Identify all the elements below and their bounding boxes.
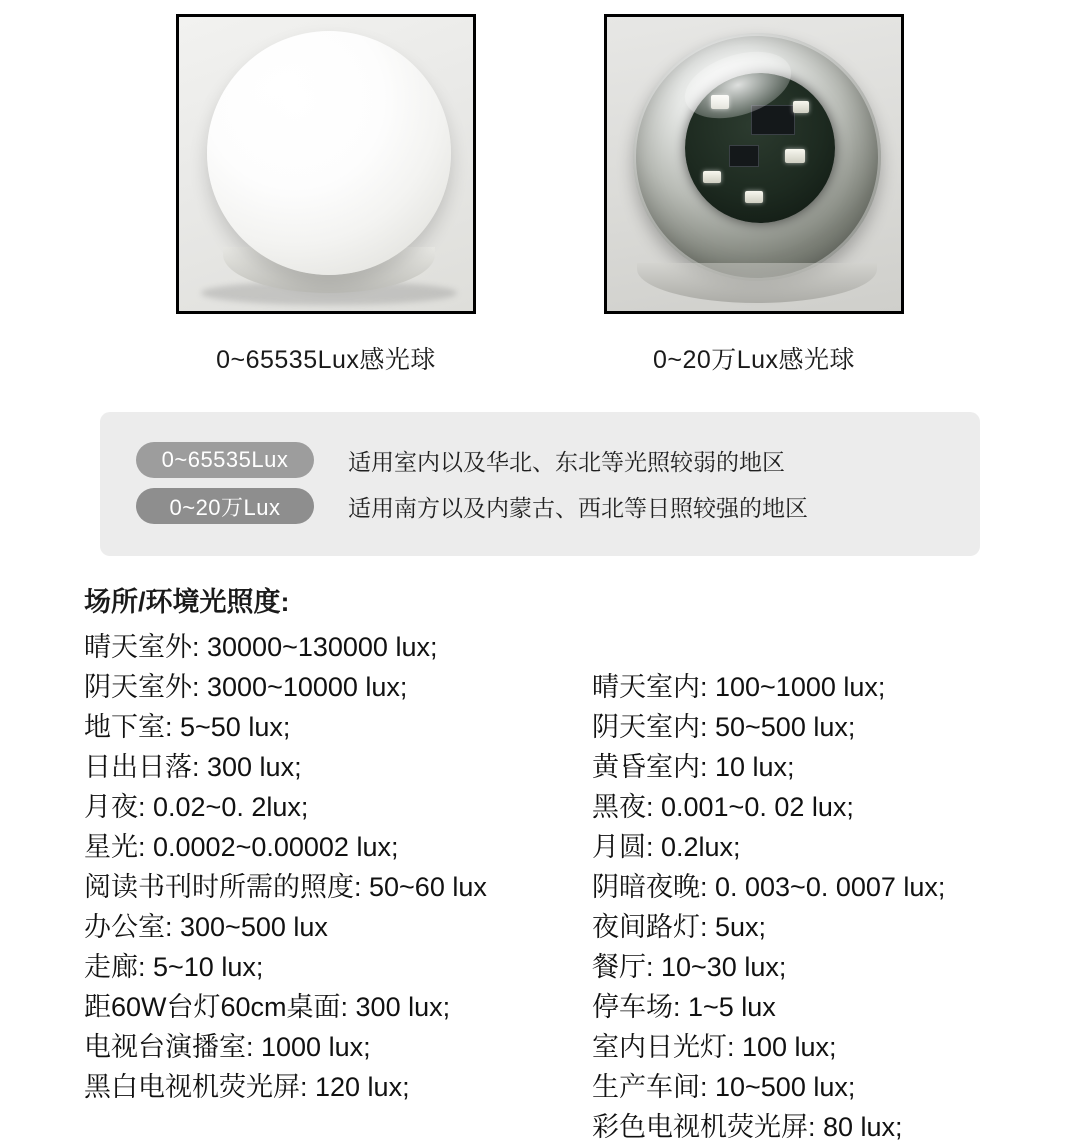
lux-item: 餐厅: 10~30 lux;	[591, 952, 787, 982]
range-badge-200000: 0~20万Lux	[136, 488, 314, 524]
lux-item: 地下室: 5~50 lux;	[84, 712, 291, 742]
legend-row	[100, 488, 980, 524]
lux-item: 月圆: 0.2lux;	[591, 832, 741, 862]
lux-columns	[84, 627, 1080, 1147]
lux-item: 夜间路灯: 5ux;	[591, 912, 767, 942]
lux-reference-section	[0, 580, 1080, 1147]
lux-item: 办公室: 300~500 lux	[84, 912, 328, 942]
legend-row	[100, 442, 980, 478]
lux-item: 距60W台灯60cm桌面: 300 lux;	[84, 992, 451, 1022]
lux-item: 晴天室外: 30000~130000 lux;	[84, 632, 438, 662]
lux-item: 生产车间: 10~500 lux;	[591, 1072, 856, 1102]
lux-item: 停车场: 1~5 lux	[591, 992, 776, 1022]
lux-item: 黄昏室内: 10 lux;	[591, 752, 795, 782]
lux-item: 室内日光灯: 100 lux;	[591, 1032, 837, 1062]
lux-column-right	[582, 627, 1080, 1147]
lux-item: 日出日落: 300 lux;	[84, 752, 302, 782]
lux-item: 黑白电视机荧光屏: 120 lux;	[84, 1072, 410, 1102]
product-caption-white: 0~65535Lux感光球	[216, 346, 436, 374]
lux-item: 星光: 0.0002~0.00002 lux;	[84, 832, 399, 862]
lux-column-left	[84, 627, 582, 1147]
range-badge-65535: 0~65535Lux	[136, 442, 314, 478]
lux-item: 电视台演播室: 1000 lux;	[84, 1032, 371, 1062]
product-caption-clear: 0~20万Lux感光球	[652, 346, 856, 374]
legend-description: 适用南方以及内蒙古、西北等日照较强的地区	[348, 494, 808, 521]
lux-section-title: 场所/环境光照度:	[84, 587, 290, 617]
product-gallery	[0, 0, 1080, 376]
lux-item: 走廊: 5~10 lux;	[84, 952, 264, 982]
lux-item: 阅读书刊时所需的照度: 50~60 lux	[84, 872, 487, 902]
product-item-white	[176, 14, 476, 376]
legend-description: 适用室内以及华北、东北等光照较弱的地区	[348, 448, 785, 475]
lux-item: 阴天室外: 3000~10000 lux;	[84, 672, 408, 702]
sensor-dome	[207, 31, 451, 275]
lux-item: 彩色电视机荧光屏: 80 lux;	[591, 1112, 903, 1142]
dome-rim	[633, 33, 881, 281]
lux-item: 阴天室内: 50~500 lux;	[591, 712, 856, 742]
lux-item: 阴暗夜晚: 0. 003~0. 0007 lux;	[591, 872, 946, 902]
white-diffuser-light-sensor-ball-photo	[176, 14, 476, 314]
lux-item: 月夜: 0.02~0. 2lux;	[84, 792, 309, 822]
dome-base-band	[637, 263, 877, 303]
lux-item: 黑夜: 0.001~0. 02 lux;	[591, 792, 854, 822]
product-item-clear	[604, 14, 904, 376]
application-legend-box	[100, 412, 980, 556]
lux-item: 晴天室内: 100~1000 lux;	[591, 672, 886, 702]
transparent-dome-light-sensor-ball-photo	[604, 14, 904, 314]
